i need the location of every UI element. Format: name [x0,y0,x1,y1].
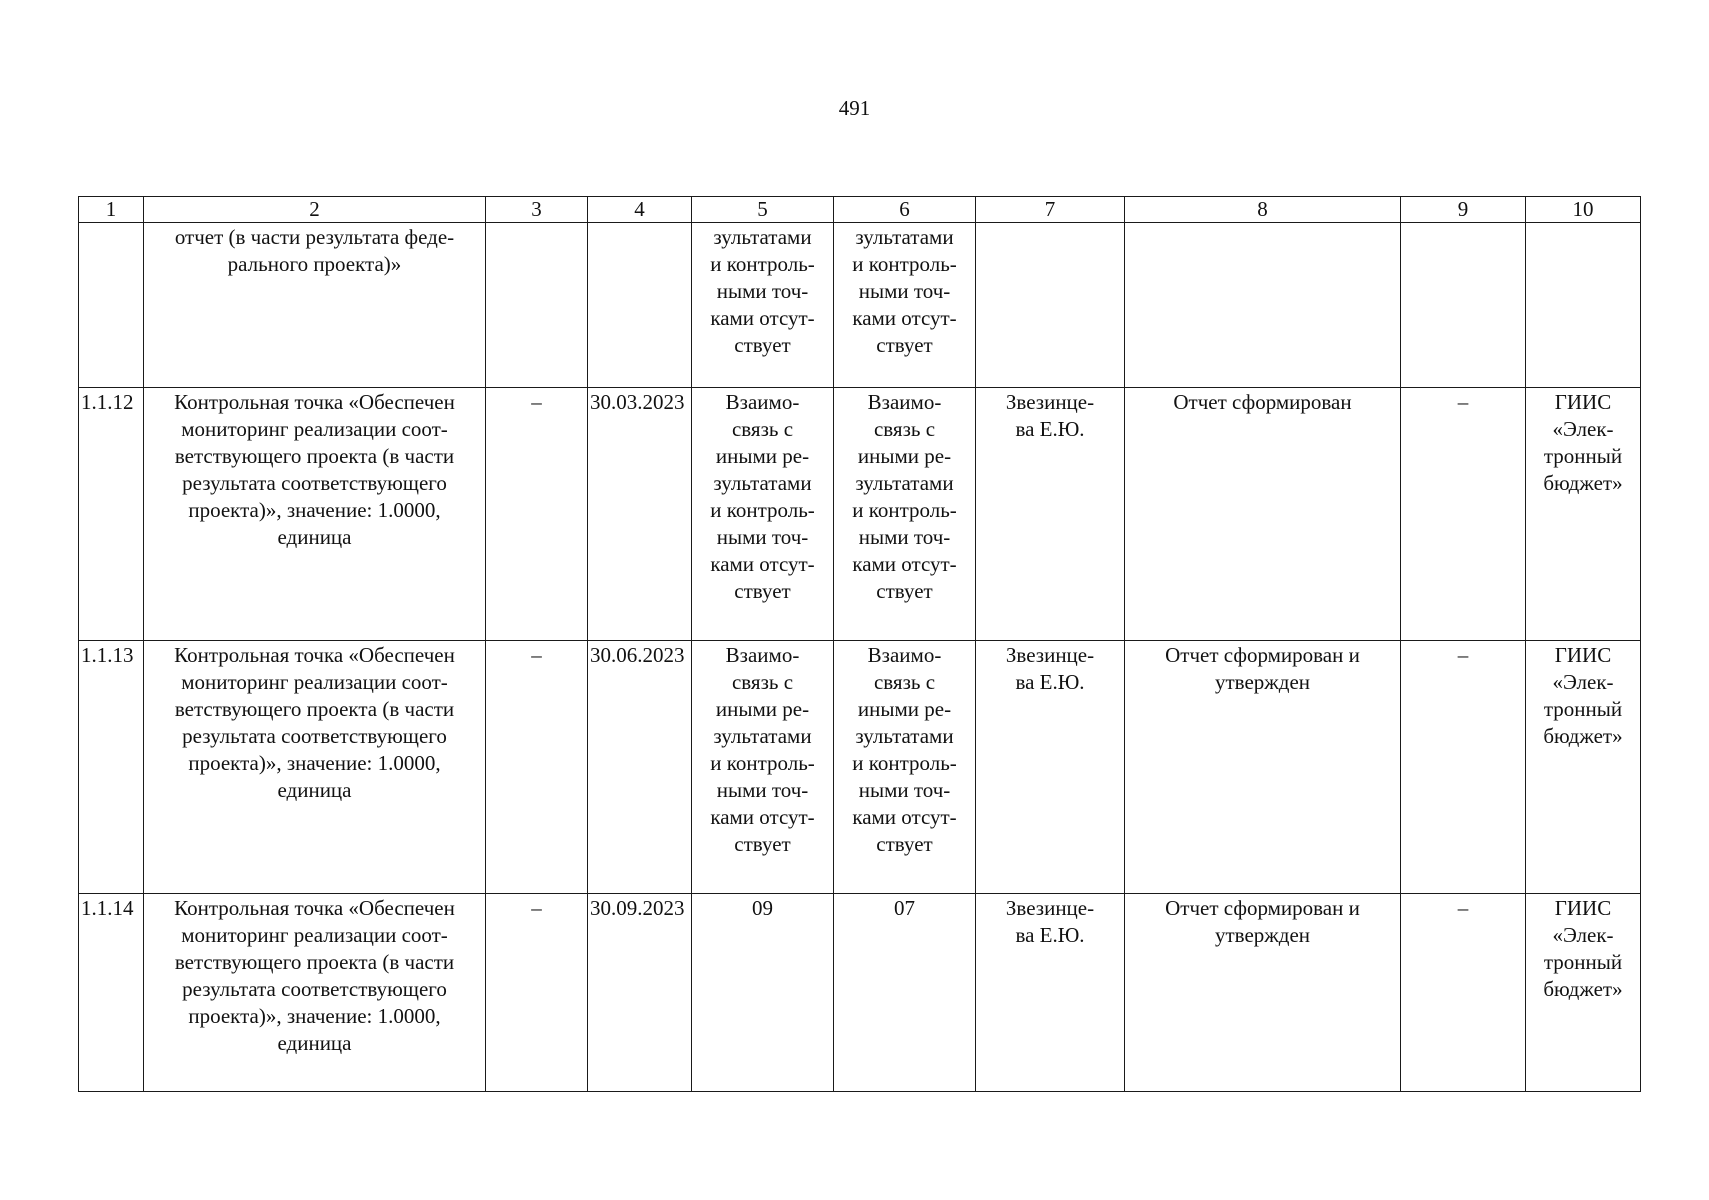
control-points-table [78,196,1641,1092]
responsible-cell: Звезинце- ва Е.Ю. [976,388,1125,641]
date-cell: 30.03.2023 [588,388,692,641]
col9-cell: – [1401,388,1526,641]
column-number: 1 [79,197,144,223]
date-cell: 30.06.2023 [588,641,692,894]
result-cell: Отчет сформирован и утвержден [1125,641,1401,894]
column-number: 8 [1125,197,1401,223]
description-cell: отчет (в части результата феде- рального проекта)» [144,223,486,388]
column-number: 6 [834,197,976,223]
page-number: 491 [838,96,871,120]
system-cell: ГИИС «Элек- тронный бюджет» [1526,894,1641,1092]
table-row [79,894,1641,1092]
column-number: 3 [486,197,588,223]
description-cell: Контрольная точка «Обеспечен мониторинг реализации соот- ветствующего проекта (в части результата соответствующего проекта)», значение: 1.0000, единица [144,894,486,1092]
relation-cell: зультатами и контроль- ными точ- ками отсут- ствует [692,223,834,388]
col3-cell [486,223,588,388]
column-number-row [79,197,1641,223]
continuation-row [79,223,1641,388]
relation-cell: 07 [834,894,976,1092]
responsible-cell [976,223,1125,388]
col3-cell: – [486,388,588,641]
result-cell: Отчет сформирован [1125,388,1401,641]
relation-cell: Взаимо- связь с иными ре- зультатами и контроль- ными точ- ками отсут- ствует [692,388,834,641]
row-id-cell: 1.1.14 [79,894,144,1092]
col9-cell [1401,223,1526,388]
relation-cell: 09 [692,894,834,1092]
column-number: 4 [588,197,692,223]
row-id-cell: 1.1.13 [79,641,144,894]
col9-cell: – [1401,894,1526,1092]
col9-cell: – [1401,641,1526,894]
relation-cell: зультатами и контроль- ными точ- ками отсут- ствует [834,223,976,388]
col3-cell: – [486,641,588,894]
column-number: 5 [692,197,834,223]
row-id-cell [79,223,144,388]
result-cell: Отчет сформирован и утвержден [1125,894,1401,1092]
relation-cell: Взаимо- связь с иными ре- зультатами и контроль- ными точ- ками отсут- ствует [834,388,976,641]
relation-cell: Взаимо- связь с иными ре- зультатами и контроль- ными точ- ками отсут- ствует [692,641,834,894]
date-cell [588,223,692,388]
system-cell [1526,223,1641,388]
row-id-cell: 1.1.12 [79,388,144,641]
responsible-cell: Звезинце- ва Е.Ю. [976,894,1125,1092]
column-number: 2 [144,197,486,223]
system-cell: ГИИС «Элек- тронный бюджет» [1526,641,1641,894]
table-row [79,641,1641,894]
column-number: 7 [976,197,1125,223]
col3-cell: – [486,894,588,1092]
column-number: 10 [1526,197,1641,223]
description-cell: Контрольная точка «Обеспечен мониторинг реализации соот- ветствующего проекта (в части результата соответствующего проекта)», значение: 1.0000, единица [144,388,486,641]
relation-cell: Взаимо- связь с иными ре- зультатами и контроль- ными точ- ками отсут- ствует [834,641,976,894]
responsible-cell: Звезинце- ва Е.Ю. [976,641,1125,894]
column-number: 9 [1401,197,1526,223]
description-cell: Контрольная точка «Обеспечен мониторинг реализации соот- ветствующего проекта (в части результата соответствующего проекта)», значение: 1.0000, единица [144,641,486,894]
table-row [79,388,1641,641]
system-cell: ГИИС «Элек- тронный бюджет» [1526,388,1641,641]
result-cell [1125,223,1401,388]
date-cell: 30.09.2023 [588,894,692,1092]
